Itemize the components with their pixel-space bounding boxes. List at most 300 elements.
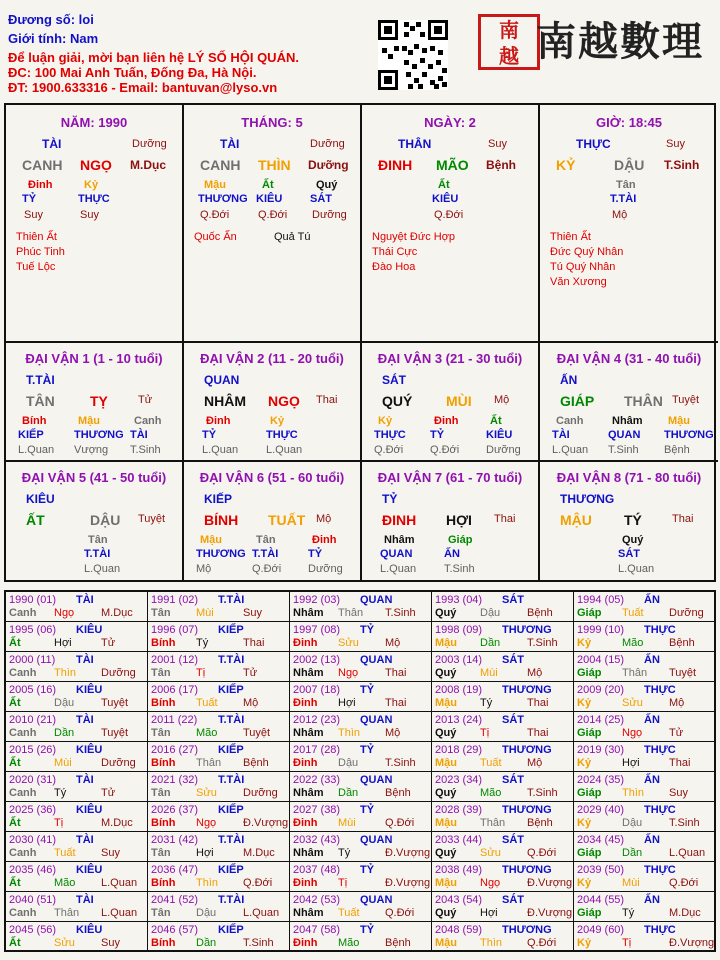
year-branch: Hợi [480,907,498,919]
symbolic-star: Nguyệt Đức Hợp [372,231,456,243]
year-cell[interactable] [432,832,574,862]
year-cell[interactable] [148,772,290,802]
stem-growth-stage: Dưỡng [310,138,345,150]
year-stem: Canh [9,787,37,799]
year-cell[interactable] [432,772,574,802]
year-growth-stage: Q.Đới [669,877,699,889]
year-cell[interactable] [6,802,148,832]
year-label: 2003 (14) [435,654,483,666]
year-branch: Mùi [54,757,72,769]
year-cell[interactable] [148,892,290,922]
year-growth-stage: L.Quan [101,877,138,889]
year-growth-stage: Thai [243,637,265,649]
year-branch: Thân [196,757,222,769]
year-cell[interactable] [574,802,714,832]
year-branch: Tuất [338,907,360,919]
year-label: 2000 (11) [9,654,56,666]
year-label: 2039 (50) [577,864,625,876]
year-branch: Hợi [196,847,214,859]
hidden-growth-stage: Q.Đới [374,444,404,456]
year-cell[interactable] [148,652,290,682]
year-branch: Mão [622,637,644,649]
year-cell[interactable] [6,832,148,862]
stem-ten-god: T.TÀI [26,373,55,387]
year-branch: Thìn [622,787,645,799]
year-ten-god: TỶ [360,924,375,936]
year-ten-god: TỶ [360,624,375,636]
year-cell[interactable] [432,892,574,922]
year-cell[interactable] [148,832,290,862]
year-label: 2042 (53) [293,894,341,906]
year-cell[interactable] [6,682,148,712]
year-ten-god: ẤN [644,894,660,906]
earthly-branch: HỢI [446,512,472,528]
year-stem: Đinh [293,637,318,649]
hidden-growth-stage: Suy [80,209,99,221]
year-cell[interactable] [6,652,148,682]
year-label: 2033 (44) [435,834,483,846]
year-stem: Ất [9,637,21,649]
branch-growth-stage: Dưỡng [308,158,349,172]
year-growth-stage: Đ.Vượng [669,937,715,949]
year-branch: Tuất [480,757,502,769]
stem-growth-stage: Suy [488,138,507,150]
year-label: 1991 (02) [151,594,199,606]
year-ten-god: TỶ [360,864,375,876]
hidden-ten-god: SÁT [618,548,640,560]
year-growth-stage: Dưỡng [101,667,136,679]
year-stem: Bính [151,937,176,949]
hidden-stem: Tân [88,534,108,546]
year-cell[interactable] [432,682,574,712]
heavenly-stem: QUÝ [382,393,413,409]
year-branch: Sửu [54,937,75,949]
hidden-ten-god: THỰC [266,429,298,441]
year-cell[interactable] [432,622,574,652]
year-ten-god: TÀI [76,774,94,786]
year-cell[interactable] [290,682,432,712]
year-growth-stage: Tử [669,727,684,739]
branch-growth-stage: Thai [494,513,516,525]
year-cell[interactable] [432,592,574,622]
year-cell[interactable] [290,892,432,922]
hidden-stem: Kỷ [378,415,393,427]
year-growth-stage: Tử [243,667,258,679]
hidden-growth-stage: L.Quan [202,444,239,456]
year-growth-stage: T.Sinh [669,817,700,829]
year-label: 2021 (32) [151,774,199,786]
year-label: 2007 (18) [293,684,341,696]
pillar-cell [184,105,362,343]
year-ten-god: KIẾP [218,624,244,636]
year-cell[interactable] [574,652,714,682]
year-ten-god: T.TÀI [218,774,245,786]
year-branch: Tý [480,697,493,709]
heavenly-stem: ĐINH [378,157,413,173]
year-cell[interactable] [574,772,714,802]
hidden-ten-god: T.TÀI [252,548,279,560]
hidden-ten-god: THỰC [78,193,110,205]
year-label: 2012 (23) [293,714,341,726]
year-cell[interactable] [148,742,290,772]
year-label: 2013 (24) [435,714,483,726]
year-branch: Thìn [196,877,219,889]
heavenly-stem: GIÁP [560,393,595,409]
hidden-ten-god: T.TÀI [84,548,111,560]
year-growth-stage: Mộ [669,697,685,709]
hidden-stem: Tân [256,534,276,546]
stem-ten-god: KIẾP [204,492,233,506]
year-cell[interactable] [6,742,148,772]
year-cell[interactable] [290,622,432,652]
year-cell[interactable] [290,592,432,622]
year-cell[interactable] [432,712,574,742]
year-cell[interactable] [290,712,432,742]
hidden-stem: Ất [262,179,274,191]
heavenly-stem: BÍNH [204,512,239,528]
year-cell[interactable] [148,712,290,742]
year-ten-god: SÁT [502,834,524,846]
hidden-stem: Nhâm [612,415,643,427]
year-label: 2024 (35) [577,774,625,786]
hidden-ten-god: TÀI [130,429,148,441]
year-cell[interactable] [6,622,148,652]
dai-van-cell [184,343,362,462]
year-label: 2044 (55) [577,894,625,906]
symbolic-star: Văn Xương [550,276,607,288]
year-growth-stage: Bệnh [385,787,411,799]
hidden-stem: Đinh [434,415,459,427]
year-growth-stage: Q.Đới [385,817,415,829]
hidden-ten-god: KIÊU [486,429,513,441]
symbolic-star: Đào Hoa [372,261,416,273]
hidden-ten-god: KIẾP [18,429,44,441]
year-stem: Kỷ [577,817,592,829]
year-stem: Nhâm [293,607,324,619]
earthly-branch: DẬU [90,512,121,528]
branch-growth-stage: Bệnh [486,158,516,172]
year-cell[interactable] [574,742,714,772]
year-branch: Thân [54,907,80,919]
year-ten-god: SÁT [502,894,524,906]
year-stem: Mậu [435,817,457,829]
year-cell[interactable] [432,652,574,682]
owner-name: Đương số: loi [8,12,94,27]
dai-van-cell [540,462,718,581]
year-stem: Ất [9,697,21,709]
hidden-growth-stage: L.Quan [266,444,303,456]
year-branch: Dậu [338,757,359,769]
year-stem: Bính [151,877,176,889]
hidden-ten-god: TỶ [430,429,445,441]
year-cell[interactable] [6,862,148,892]
year-cell[interactable] [574,622,714,652]
year-cell[interactable] [6,592,148,622]
year-growth-stage: Dưỡng [101,757,136,769]
year-ten-god: THƯƠNG [502,804,552,816]
branch-growth-stage: Thai [316,394,338,406]
symbolic-star: Thiên Ất [16,231,57,243]
hidden-ten-god: KIÊU [256,193,283,205]
year-ten-god: THƯƠNG [502,624,552,636]
year-branch: Ngọ [54,607,75,619]
year-cell[interactable] [148,622,290,652]
year-cell[interactable] [290,652,432,682]
year-cell[interactable] [6,922,148,952]
year-ten-god: SÁT [502,774,524,786]
branch-growth-stage: M.Dục [130,158,166,172]
year-branch: Dậu [54,697,75,709]
year-growth-stage: Mộ [385,727,401,739]
dai-van-title: ĐẠI VẬN 6 (51 - 60 tuổi) [199,470,345,485]
heavenly-stem: ẤT [26,512,45,528]
year-stem: Bính [151,637,176,649]
earthly-branch: DẬU [614,157,645,173]
earthly-branch: THÌN [258,157,291,173]
year-stem: Mậu [435,697,457,709]
year-cell[interactable] [574,682,714,712]
year-cell[interactable] [148,922,290,952]
year-ten-god: KIẾP [218,744,244,756]
branch-growth-stage: T.Sinh [664,158,700,172]
year-stem: Giáp [577,667,602,679]
year-cell[interactable] [290,922,432,952]
pillar-cell [540,105,718,343]
hidden-growth-stage: Dưỡng [308,563,343,575]
year-ten-god: KIÊU [76,864,103,876]
hidden-ten-god: QUAN [608,429,641,441]
dai-van-title: ĐẠI VẬN 4 (31 - 40 tuổi) [556,351,702,366]
symbolic-star: Tuế Lộc [16,261,56,273]
year-branch: Mão [480,787,502,799]
year-label: 2022 (33) [293,774,341,786]
hidden-stem: Mậu [78,415,100,427]
hidden-ten-god: TỶ [22,193,37,205]
hidden-growth-stage: Vượng [74,444,109,456]
year-cell[interactable] [6,892,148,922]
year-ten-god: KIÊU [76,804,103,816]
year-growth-stage: M.Dục [669,907,701,919]
year-cell[interactable] [290,802,432,832]
year-growth-stage: Thai [527,697,549,709]
year-stem: Canh [9,907,37,919]
year-ten-god: THỰC [644,684,676,696]
year-growth-stage: T.Sinh [527,637,558,649]
hidden-stem: Canh [134,415,162,427]
pillar-title: THÁNG: 5 [241,115,303,130]
earthly-branch: MÃO [436,157,469,173]
year-cell[interactable] [148,592,290,622]
year-stem: Mậu [435,877,457,889]
year-cell[interactable] [148,682,290,712]
year-growth-stage: Suy [243,607,262,619]
year-branch: Thìn [480,937,503,949]
year-cell[interactable] [574,922,714,952]
qr-code-icon[interactable] [378,20,448,90]
year-stem: Đinh [293,937,318,949]
branch-growth-stage: Mộ [494,394,510,406]
year-ten-god: THƯƠNG [502,924,552,936]
year-ten-god: QUAN [360,834,393,846]
symbolic-star: Quả Tú [274,231,311,243]
hidden-growth-stage: Suy [24,209,43,221]
year-cell[interactable] [432,742,574,772]
year-label: 2006 (17) [151,684,199,696]
year-growth-stage: Q.Đới [527,937,557,949]
year-stem: Bính [151,697,176,709]
year-label: 2034 (45) [577,834,625,846]
year-growth-stage: T.Sinh [243,937,274,949]
hidden-growth-stage: L.Quan [18,444,55,456]
year-cell[interactable] [432,802,574,832]
year-label: 1998 (09) [435,624,483,636]
dai-van-cell [6,343,184,462]
year-stem: Quý [435,727,457,739]
year-stem: Canh [9,727,37,739]
hidden-ten-god: TÀI [552,429,570,441]
hidden-ten-god: T.TÀI [610,193,637,205]
dai-van-title: ĐẠI VẬN 8 (71 - 80 tuổi) [556,470,702,485]
gender: Giới tính: Nam [8,31,99,46]
stem-ten-god: TÀI [42,137,62,151]
year-cell[interactable] [574,892,714,922]
phone-email-line: ĐT: 1900.633316 - Email: bantuvan@lyso.vn [8,80,278,95]
year-label: 2023 (34) [435,774,483,786]
pillar-cell [6,105,184,343]
hidden-stem: Đinh [28,179,53,191]
year-branch: Mùi [338,817,356,829]
branch-growth-stage: Thai [672,513,694,525]
year-branch: Ngọ [338,667,359,679]
year-cell[interactable] [290,772,432,802]
year-branch: Tý [622,907,635,919]
year-stem: Kỷ [577,637,592,649]
year-branch: Tý [338,847,351,859]
year-cell[interactable] [290,742,432,772]
year-cell[interactable] [290,832,432,862]
year-cell[interactable] [574,592,714,622]
year-cell[interactable] [432,862,574,892]
year-branch: Tuất [622,607,644,619]
stem-ten-god: SÁT [382,373,406,387]
year-cell[interactable] [6,772,148,802]
dai-van-title: ĐẠI VẬN 2 (11 - 20 tuổi) [200,351,344,366]
hidden-stem: Kỷ [270,415,285,427]
year-cell[interactable] [148,862,290,892]
stem-growth-stage: Suy [666,138,685,150]
year-stem: Nhâm [293,847,324,859]
year-growth-stage: Bệnh [527,817,553,829]
year-label: 1999 (10) [577,624,625,636]
pillar-cell [362,105,540,343]
year-stem: Tân [151,847,171,859]
year-cell[interactable] [6,712,148,742]
heavenly-stem: CANH [200,157,241,173]
earthly-branch: THÂN [624,393,663,409]
dai-van-cell [184,462,362,581]
year-branch: Ngọ [480,877,501,889]
year-ten-god: T.TÀI [218,714,245,726]
stem-ten-god: THÂN [398,137,432,151]
year-cell[interactable] [574,832,714,862]
year-growth-stage: Suy [101,937,120,949]
hidden-stem: Nhâm [384,534,415,546]
year-growth-stage: Thai [527,727,549,739]
heavenly-stem: ĐINH [382,512,417,528]
year-label: 2029 (40) [577,804,625,816]
year-label: 2026 (37) [151,804,199,816]
year-label: 1997 (08) [293,624,341,636]
stem-ten-god: KIÊU [26,492,55,506]
year-cell[interactable] [574,712,714,742]
year-cell[interactable] [432,922,574,952]
year-growth-stage: Dưỡng [669,607,704,619]
year-branch: Dần [480,637,501,649]
earthly-branch: TỴ [90,393,108,409]
year-growth-stage: Dưỡng [243,787,278,799]
year-cell[interactable] [148,802,290,832]
year-ten-god: SÁT [502,714,524,726]
year-growth-stage: M.Dục [243,847,275,859]
hidden-growth-stage: Q.Đới [434,209,464,221]
year-stem: Tân [151,667,171,679]
year-branch: Mão [196,727,218,739]
year-label: 2019 (30) [577,744,625,756]
hidden-growth-stage: Dưỡng [486,444,521,456]
year-label: 2035 (46) [9,864,57,876]
year-label: 2047 (58) [293,924,341,936]
year-growth-stage: Tử [101,637,116,649]
year-stem: Nhâm [293,727,324,739]
pillar-title: NĂM: 1990 [60,115,128,130]
dai-van-title: ĐẠI VẬN 5 (41 - 50 tuổi) [21,470,167,485]
year-stem: Quý [435,787,457,799]
year-growth-stage: M.Dục [101,607,133,619]
year-branch: Thìn [338,727,361,739]
year-stem: Quý [435,907,457,919]
year-branch: Tị [480,727,490,739]
year-stem: Tân [151,727,171,739]
year-ten-god: QUAN [360,774,393,786]
year-label: 2010 (21) [9,714,57,726]
year-label: 2036 (47) [151,864,199,876]
hidden-growth-stage: T.Sinh [444,563,475,575]
year-ten-god: KIẾP [218,804,244,816]
year-stem: Nhâm [293,667,324,679]
year-branch: Tị [338,877,348,889]
dai-van-cell [362,462,540,581]
year-growth-stage: T.Sinh [385,757,416,769]
year-ten-god: THƯƠNG [502,744,552,756]
symbolic-star: Tú Quý Nhân [550,261,616,273]
symbolic-star: Đức Quý Nhân [550,246,624,258]
hidden-stem: Kỷ [84,179,99,191]
year-ten-god: QUAN [360,714,393,726]
year-ten-god: TÀI [76,894,94,906]
year-growth-stage: Thai [669,757,691,769]
hidden-growth-stage: Bệnh [664,444,690,456]
year-label: 2004 (15) [577,654,625,666]
year-stem: Mậu [435,757,457,769]
year-growth-stage: Bệnh [527,607,553,619]
year-stem: Bính [151,817,176,829]
symbolic-star: Thái Cực [372,246,418,258]
year-cell[interactable] [574,862,714,892]
year-branch: Ngọ [622,727,643,739]
earthly-branch: TUẤT [268,512,306,528]
year-cell[interactable] [290,862,432,892]
year-stem: Canh [9,667,37,679]
